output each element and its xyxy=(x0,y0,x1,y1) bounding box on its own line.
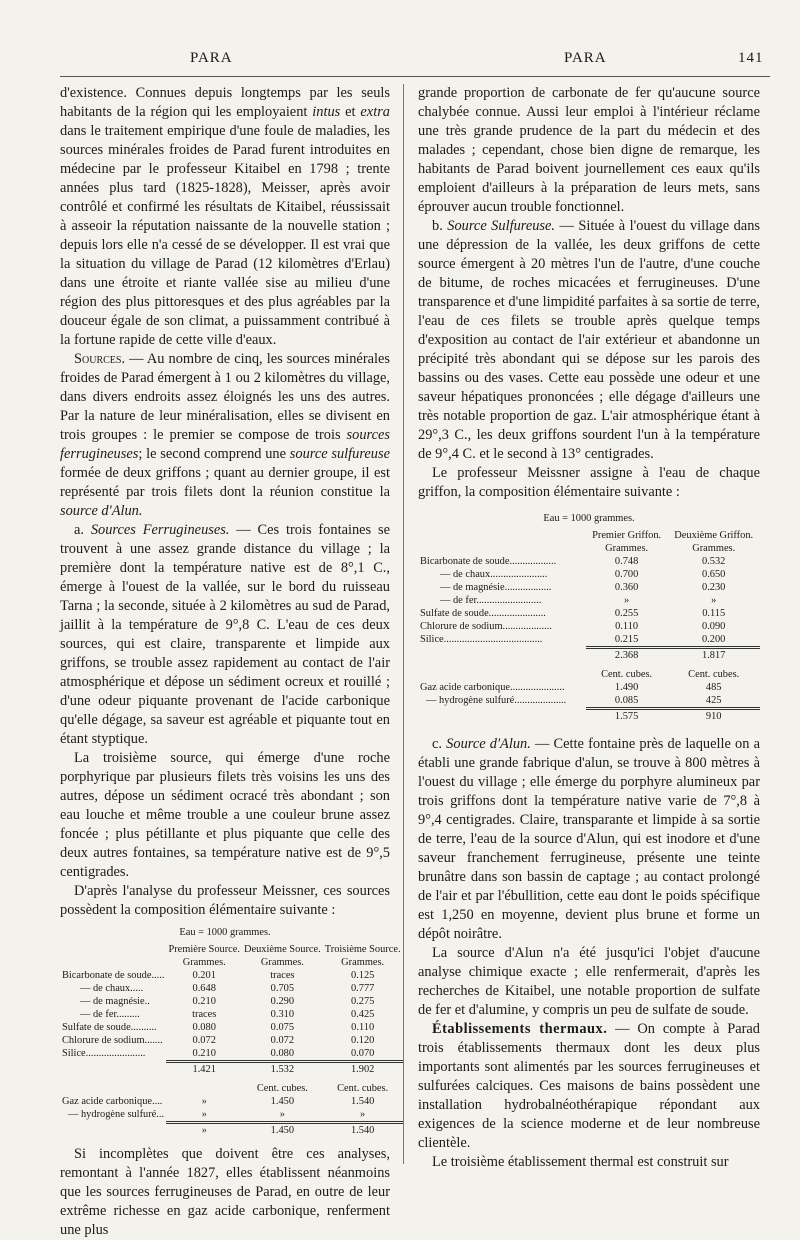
header-rule xyxy=(60,76,770,77)
paragraph: La troisième source, qui émerge d'une roche porphyrique par plusieurs filets très voisins les uns des autres, dépose un sédiment ocracé très abondant ; son eau louche et même trouble a une couleur brune assez foncée ; plus pétillante et plus piquante que celle des deux autres fontaines, sa température native est de 9°,5 centigrades. xyxy=(60,750,390,880)
table-row: — de magnésie.. 0.210 0.290 0.275 xyxy=(80,996,375,1007)
table-total-row: 1.421 1.532 1.902 xyxy=(192,1064,375,1075)
running-header-center: PARA xyxy=(564,50,607,66)
unit-header: Grammes. xyxy=(341,957,385,968)
paragraph: d'existence. Connues depuis longtemps par les seuls habitants de la région qui les employaient intus et extra dans le traitement empirique d'une foule de maladies, les sources minérales froides de Parad furent introduites en médecine par le professeur Kitaibel en 1798 ; trente années plus tard (1825-1828), Meisser, après avoir contrôlé et confirmé les résultats de Kitaibel, réussissait à asseoir la réputation naissante de la nouvelle station ; depuis lors elle n'a cessé de se développer. Il est vrai que la situation du village de Parad (12 kilomètres d'Erlau) dans une étroite et riante vallée sise au milieu d'une région des plus pittoresques et des plus agréables par la douceur égale de son climat, a puissamment contribué à la fortune rapide de cette ville d'eaux. xyxy=(60,85,390,348)
unit-header: Cent. cubes. xyxy=(256,1083,308,1094)
page-number: 141 xyxy=(738,50,764,66)
table-row: Bicarbonate de soude.................. 0.748 0.532 xyxy=(420,556,726,567)
left-column xyxy=(60,84,401,1240)
column-header: Premier Griffon. xyxy=(592,530,662,541)
table-caption: Eau = 1000 grammes. xyxy=(179,927,271,938)
table-row: Silice....................... 0.210 0.080 0.070 xyxy=(60,1047,403,1062)
column-divider xyxy=(403,84,404,1164)
paragraph: Établissements thermaux. — On compte à Parad trois établissements thermaux dont les deux plus importants sont alimentés par les sources ferrugineuses et sulfurées calciques. Ces maisons de bains possèdent une installation hydrobalnéothérapique répondant aux exigences de la science moderne et de leur nombreuse clientèle. xyxy=(418,1021,760,1151)
unit-header: Cent. cubes. xyxy=(601,669,653,680)
paragraph: a. Sources Ferrugineuses. — Ces trois fontaines se trouvent à une assez grande distance du village ; la première dont la température native est de 8°,1 C., émerge à l'ouest de la vallée, sur le bord du ruisseau Tarna ; la seconde, située à 2 kilomètres au sud de Parad, jaillit à la température de 9°,8 C. L'eau de ces deux sources, qui est claire, transparente et limpide aux griffons, se trouble assez rapidement au contact de l'air atmosphérique et dépose un sédiment ocreux et rouillé ; d'une odeur piquante provenant de l'acide carbonique qu'elle dégage, sa saveur est agréable et piquante tout en étant styptique. xyxy=(60,522,390,747)
paragraph: Si incomplètes que doivent être ces analyses, remontant à l'année 1827, elles établissent néanmoins que les sources ferrugineuses de Parad, en outre de leur extrême richesse en gaz acide carbonique, renferment une plus xyxy=(60,1146,390,1238)
table-row: Chlorure de sodium....... 0.072 0.072 0.120 xyxy=(62,1035,375,1046)
table-row: — de chaux...................... 0.700 0.650 xyxy=(440,569,726,580)
paragraph: Sources. — Au nombre de cinq, les sources minérales froides de Parad émergent à 1 ou 2 kilomètres du village, dans divers endroits assez éloignés les uns des autres. Par la nature de leur minéralisation, elles se divisent en trois groupes : le premier se compose de trois sources ferrugineuses; le second comprend une source sulfureuse formée de deux griffons ; quant au dernier groupe, il est représenté par trois filets dont la réunion constitue la source d'Alun. xyxy=(60,351,390,519)
paragraph: b. Source Sulfureuse. — Située à l'ouest du village dans une dépression de la vallée, les deux griffons de cette source émergent à 20 mètres l'un de l'autre, d'une couche de bitume, de roches micacées et ferrugineuses. D'une transparence et d'une limpidité parfaites à sa sortie de terre, l'eau de ces filets se trouble après quelque temps d'exposition au contact de l'air extérieur et abandonne un précipité très abondant qui se dépose sur les parois des bassins ou des vases. Cette eau possède une odeur et une saveur hépatiques prononcées ; elle dégage d'ailleurs une très notable proportion de gaz. L'air atmosphérique étant à 29°,3 C., les deux griffons sourdent l'un à la température de 9°,4 C. et le second à 13° centigrades. xyxy=(418,218,760,462)
paragraph: grande proportion de carbonate de fer qu'aucune source chalybée connue. Aussi leur emploi à l'intérieur réclame une très grande prudence de la part du médecin et des malades ; cependant, chose bien digne de remarque, les habitants de Parad boivent journellement ces eaux qu'ils emploient d'ailleurs à la préparation de leurs mets, sans éprouver aucun trouble fonctionnel. xyxy=(418,85,760,215)
unit-header: Grammes. xyxy=(692,543,736,554)
column-header: Première Source. xyxy=(168,944,240,955)
right-column xyxy=(418,84,760,1172)
table-row: — de fer......... traces 0.310 0.425 xyxy=(80,1009,375,1020)
table-caption: Eau = 1000 grammes. xyxy=(543,513,635,524)
table-row: Gaz acide carbonique..................... 1.490 485 xyxy=(420,682,722,693)
unit-header: Grammes. xyxy=(605,543,649,554)
column-header: Deuxième Griffon. xyxy=(674,530,754,541)
table-row: Sulfate de soude...................... 0.255 0.115 xyxy=(420,608,726,619)
paragraph: La source d'Alun n'a été jusqu'ici l'objet d'aucune analyse chimique exacte ; elle renfermerait, d'après les recherches de Kitaibel, une notable proportion de sulfate de fer et d'alumine, y compris un peu de sulfate de soude. xyxy=(418,945,760,1018)
analysis-table-ferrugineuses xyxy=(60,926,401,1137)
paragraph: c. Source d'Alun. — Cette fontaine près de laquelle on a établi une grande fabrique d'alun, se trouve à 800 mètres à l'ouest du village ; elle émerge du porphyre alumineux par trois griffons dont la température native varie de 7°,8 à 9°,4 centigrades. Claire, transparante et limpide à sa sortie de terre, l'eau de la source d'Alun, qui est inodore et d'une saveur franchement ferrugineuse, présente une teinte brunâtre dans son bassin de captage ; au contact prolongé de l'air et par l'ébullition, cette eau dont le poids spécifique est 1,250 en moyenne, devient plus brune et forme un dépôt noirâtre. xyxy=(418,736,760,942)
table-row: Silice...................................... 0.215 0.200 xyxy=(418,633,760,648)
table-row: Chlorure de sodium................... 0.110 0.090 xyxy=(420,621,726,632)
paragraph: D'après l'analyse du professeur Meissner, ces sources possèdent la composition élémentaire suivante : xyxy=(60,883,390,918)
unit-header: Cent. cubes. xyxy=(337,1083,389,1094)
table-row: Gaz acide carbonique.... » 1.450 1.540 xyxy=(62,1096,375,1107)
table-row: — de fer......................... » » xyxy=(440,595,717,606)
table-total-row: 2.368 1.817 xyxy=(614,650,726,661)
column-header: Deuxième Source. xyxy=(244,944,321,955)
table-row: — de magnésie.................. 0.360 0.230 xyxy=(440,582,726,593)
table-row: — de chaux..... 0.648 0.705 0.777 xyxy=(80,983,375,994)
table-total-row: » 1.450 1.540 xyxy=(201,1125,375,1136)
unit-header: Grammes. xyxy=(182,957,226,968)
unit-header: Cent. cubes. xyxy=(688,669,740,680)
table-row: — hydrogène sulfuré... » » » xyxy=(60,1108,403,1123)
column-header: Troisième Source. xyxy=(324,944,401,955)
running-header-left: PARA xyxy=(190,50,233,66)
table-row: Sulfate de soude.......... 0.080 0.075 0.110 xyxy=(62,1022,375,1033)
paragraph: Le troisième établissement thermal est construit sur xyxy=(432,1154,729,1170)
paragraph: Le professeur Meissner assigne à l'eau de chaque griffon, la composition élémentaire suivante : xyxy=(418,465,760,500)
unit-header: Grammes. xyxy=(260,957,304,968)
analysis-table-sulfureuse xyxy=(418,512,760,723)
table-total-row: 1.575 910 xyxy=(614,711,722,722)
table-row: Bicarbonate de soude..... 0.201 traces 0.125 xyxy=(62,970,375,981)
table-row: — hydrogène sulfuré.................... 0.085 425 xyxy=(418,694,760,709)
